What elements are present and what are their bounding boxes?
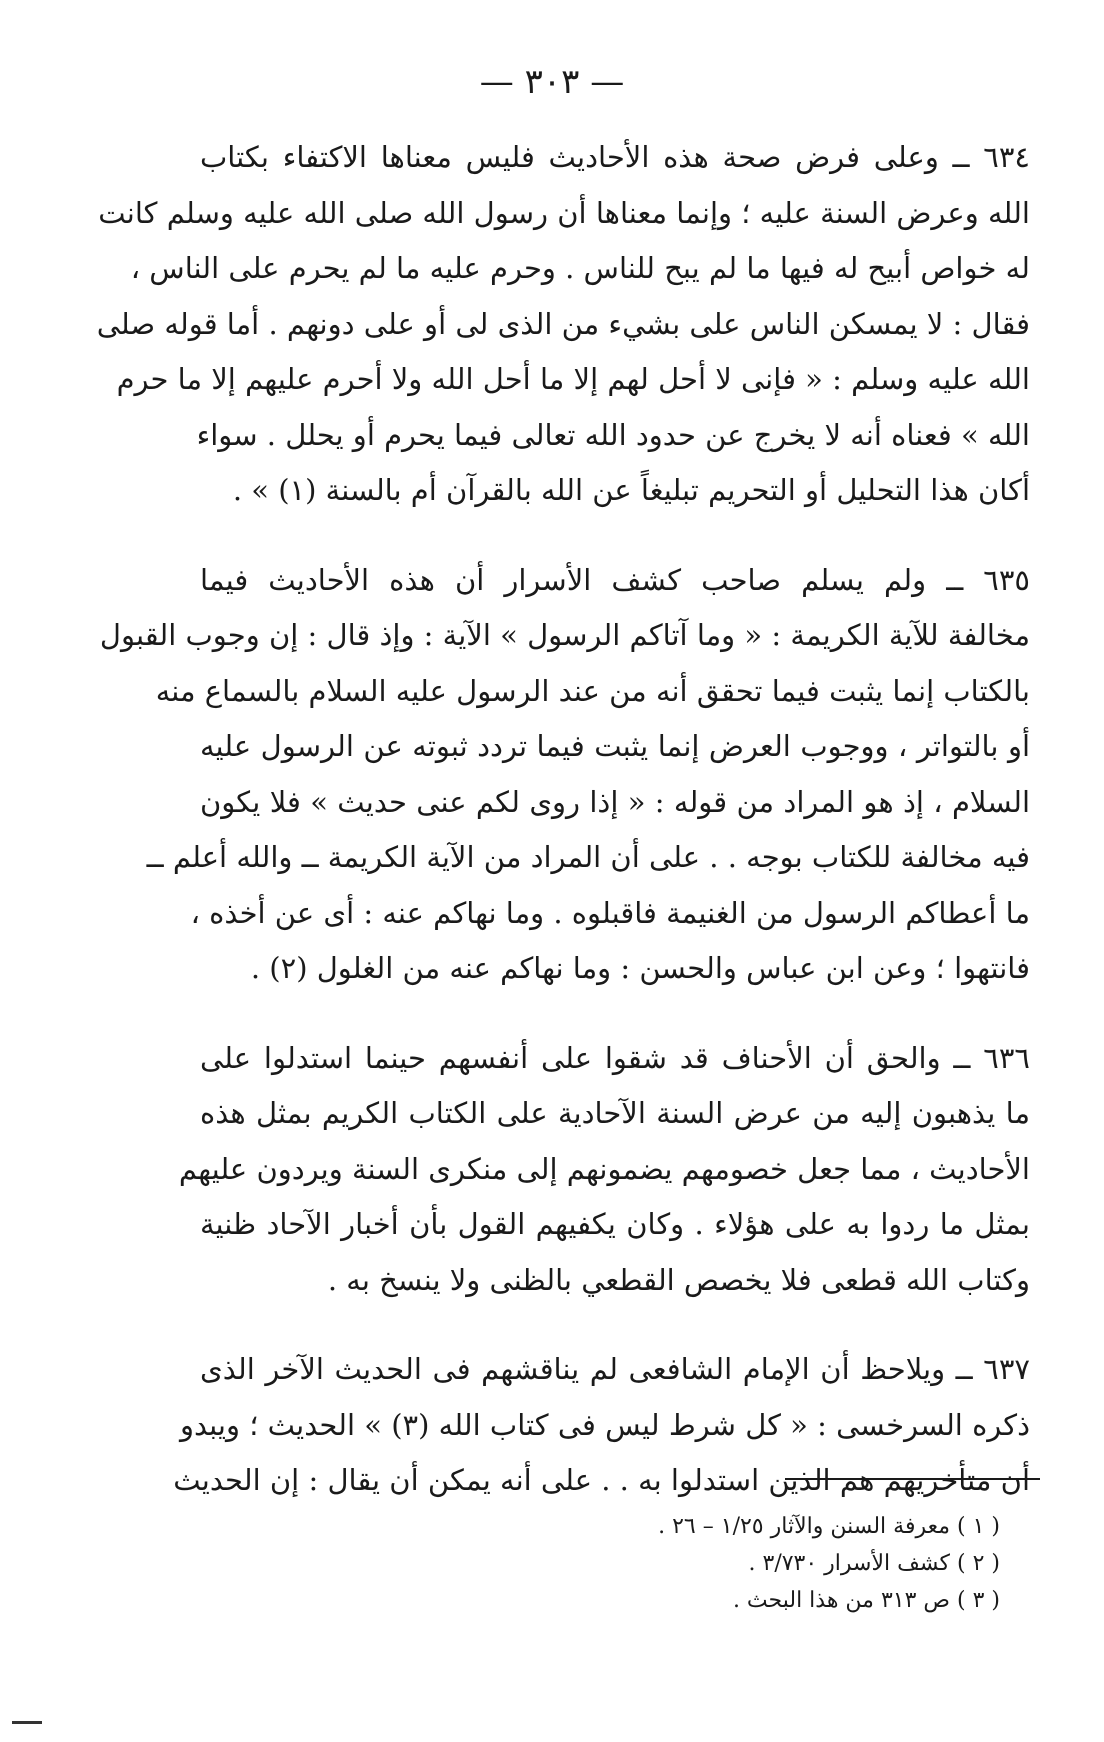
text-line: بالكتاب إنما يثبت فيما تحقق أنه من عند الرسول عليه السلام بالسماع منه bbox=[155, 673, 1030, 708]
paragraph-636 bbox=[178, 1031, 1030, 1309]
text-line: مخالفة للآية الكريمة : « وما آتاكم الرسول » الآية : وإذ قال : إن وجوب القبول bbox=[99, 618, 1030, 652]
text-line: ٦٣٤ ــ وعلى فرض صحة هذه الأحاديث فليس معناها الاكتفاء بكتاب bbox=[200, 140, 1030, 174]
text-line: ذكره السرخسى : « كل شرط ليس فى كتاب الله (٣) » الحديث ؛ ويبدو bbox=[179, 1407, 1030, 1442]
text-line: أو بالتواتر ، ووجوب العرض إنما يثبت فيما تردد ثبوته عن الرسول عليه bbox=[200, 729, 1030, 763]
footnote-divider bbox=[785, 1478, 1040, 1480]
text-line: الأحاديث ، مما جعل خصومهم يضمونهم إلى منكرى السنة ويردون عليهم bbox=[178, 1151, 1030, 1186]
text-line: فانتهوا ؛ وعن ابن عباس والحسن : وما نهاكم عنه من الغلول (٢) . bbox=[250, 951, 1030, 985]
footnote-1: ( ١ ) معرفة السنن والآثار ١/٢٥ – ٢٦ . bbox=[658, 1514, 1000, 1539]
page-number: — ٣٠٣ — bbox=[479, 62, 625, 102]
text-line: فقال : لا يمسكن الناس على بشيء من الذى لى أو على دونهم . أما قوله صلى bbox=[96, 306, 1030, 341]
text-line: السلام ، إذ هو المراد من قوله : « إذا روى لكم عنى حديث » فلا يكون bbox=[200, 784, 1030, 819]
text-line: ما يذهبون إليه من عرض السنة الآحادية على الكتاب الكريم بمثل هذه bbox=[200, 1096, 1030, 1130]
text-line: ما أعطاكم الرسول من الغنيمة فاقبلوه . وما نهاكم عنه : أى عن أخذه ، bbox=[190, 895, 1030, 930]
text-line: فيه مخالفة للكتاب بوجه . . على أن المراد من الآية الكريمة ــ والله أعلم ــ bbox=[146, 840, 1030, 874]
footnotes bbox=[560, 1508, 1000, 1619]
footnote-3: ( ٣ ) ص ٣١٣ من هذا البحث . bbox=[732, 1588, 1000, 1613]
text-line: ٦٣٧ ــ ويلاحظ أن الإمام الشافعى لم يناقشهم فى الحديث الآخر الذى bbox=[200, 1352, 1030, 1386]
text-line: ٦٣٦ ــ والحق أن الأحناف قد شقوا على أنفسهم حينما استدلوا على bbox=[200, 1040, 1030, 1075]
text-line: أكان هذا التحليل أو التحريم تبليغاً عن الله بالقرآن أم بالسنة (١) » . bbox=[232, 473, 1030, 507]
text-line: الله عليه وسلم : « فإنى لا أحل لهم إلا ما أحل الله ولا أحرم عليهم إلا ما حرم bbox=[116, 362, 1030, 396]
body-text bbox=[96, 130, 1030, 1543]
text-line: وكتاب الله قطعى فلا يخصص القطعي بالظنى ولا ينسخ به . bbox=[327, 1262, 1030, 1297]
text-line: بمثل ما ردوا به على هؤلاء . وكان يكفيهم القول بأن أخبار الآحاد ظنية bbox=[200, 1207, 1030, 1241]
text-line: أن متأخريهم هم الذين استدلوا به . . على أنه يمكن أن يقال : إن الحديث bbox=[173, 1463, 1030, 1497]
paragraph-635 bbox=[99, 553, 1030, 997]
text-line: الله » فعناه أنه لا يخرج عن حدود الله تعالى فيما يحرم أو يحلل . سواء bbox=[196, 417, 1030, 452]
footnote-2: ( ٢ ) كشف الأسرار ٣/٧٣٠ . bbox=[748, 1551, 1000, 1576]
text-line: ٦٣٥ ــ ولم يسلم صاحب كشف الأسرار أن هذه الأحاديث فيما bbox=[200, 562, 1030, 597]
text-line: الله وعرض السنة عليه ؛ وإنما معناها أن رسول الله صلى الله عليه وسلم كانت bbox=[98, 195, 1030, 230]
text-line: له خواص أبيح له فيها ما لم يبح للناس . وحرم عليه ما لم يحرم على الناس ، bbox=[130, 251, 1030, 285]
paragraph-634 bbox=[96, 130, 1030, 519]
paragraph-637 bbox=[173, 1342, 1030, 1509]
scan-edge-mark bbox=[12, 1721, 42, 1724]
